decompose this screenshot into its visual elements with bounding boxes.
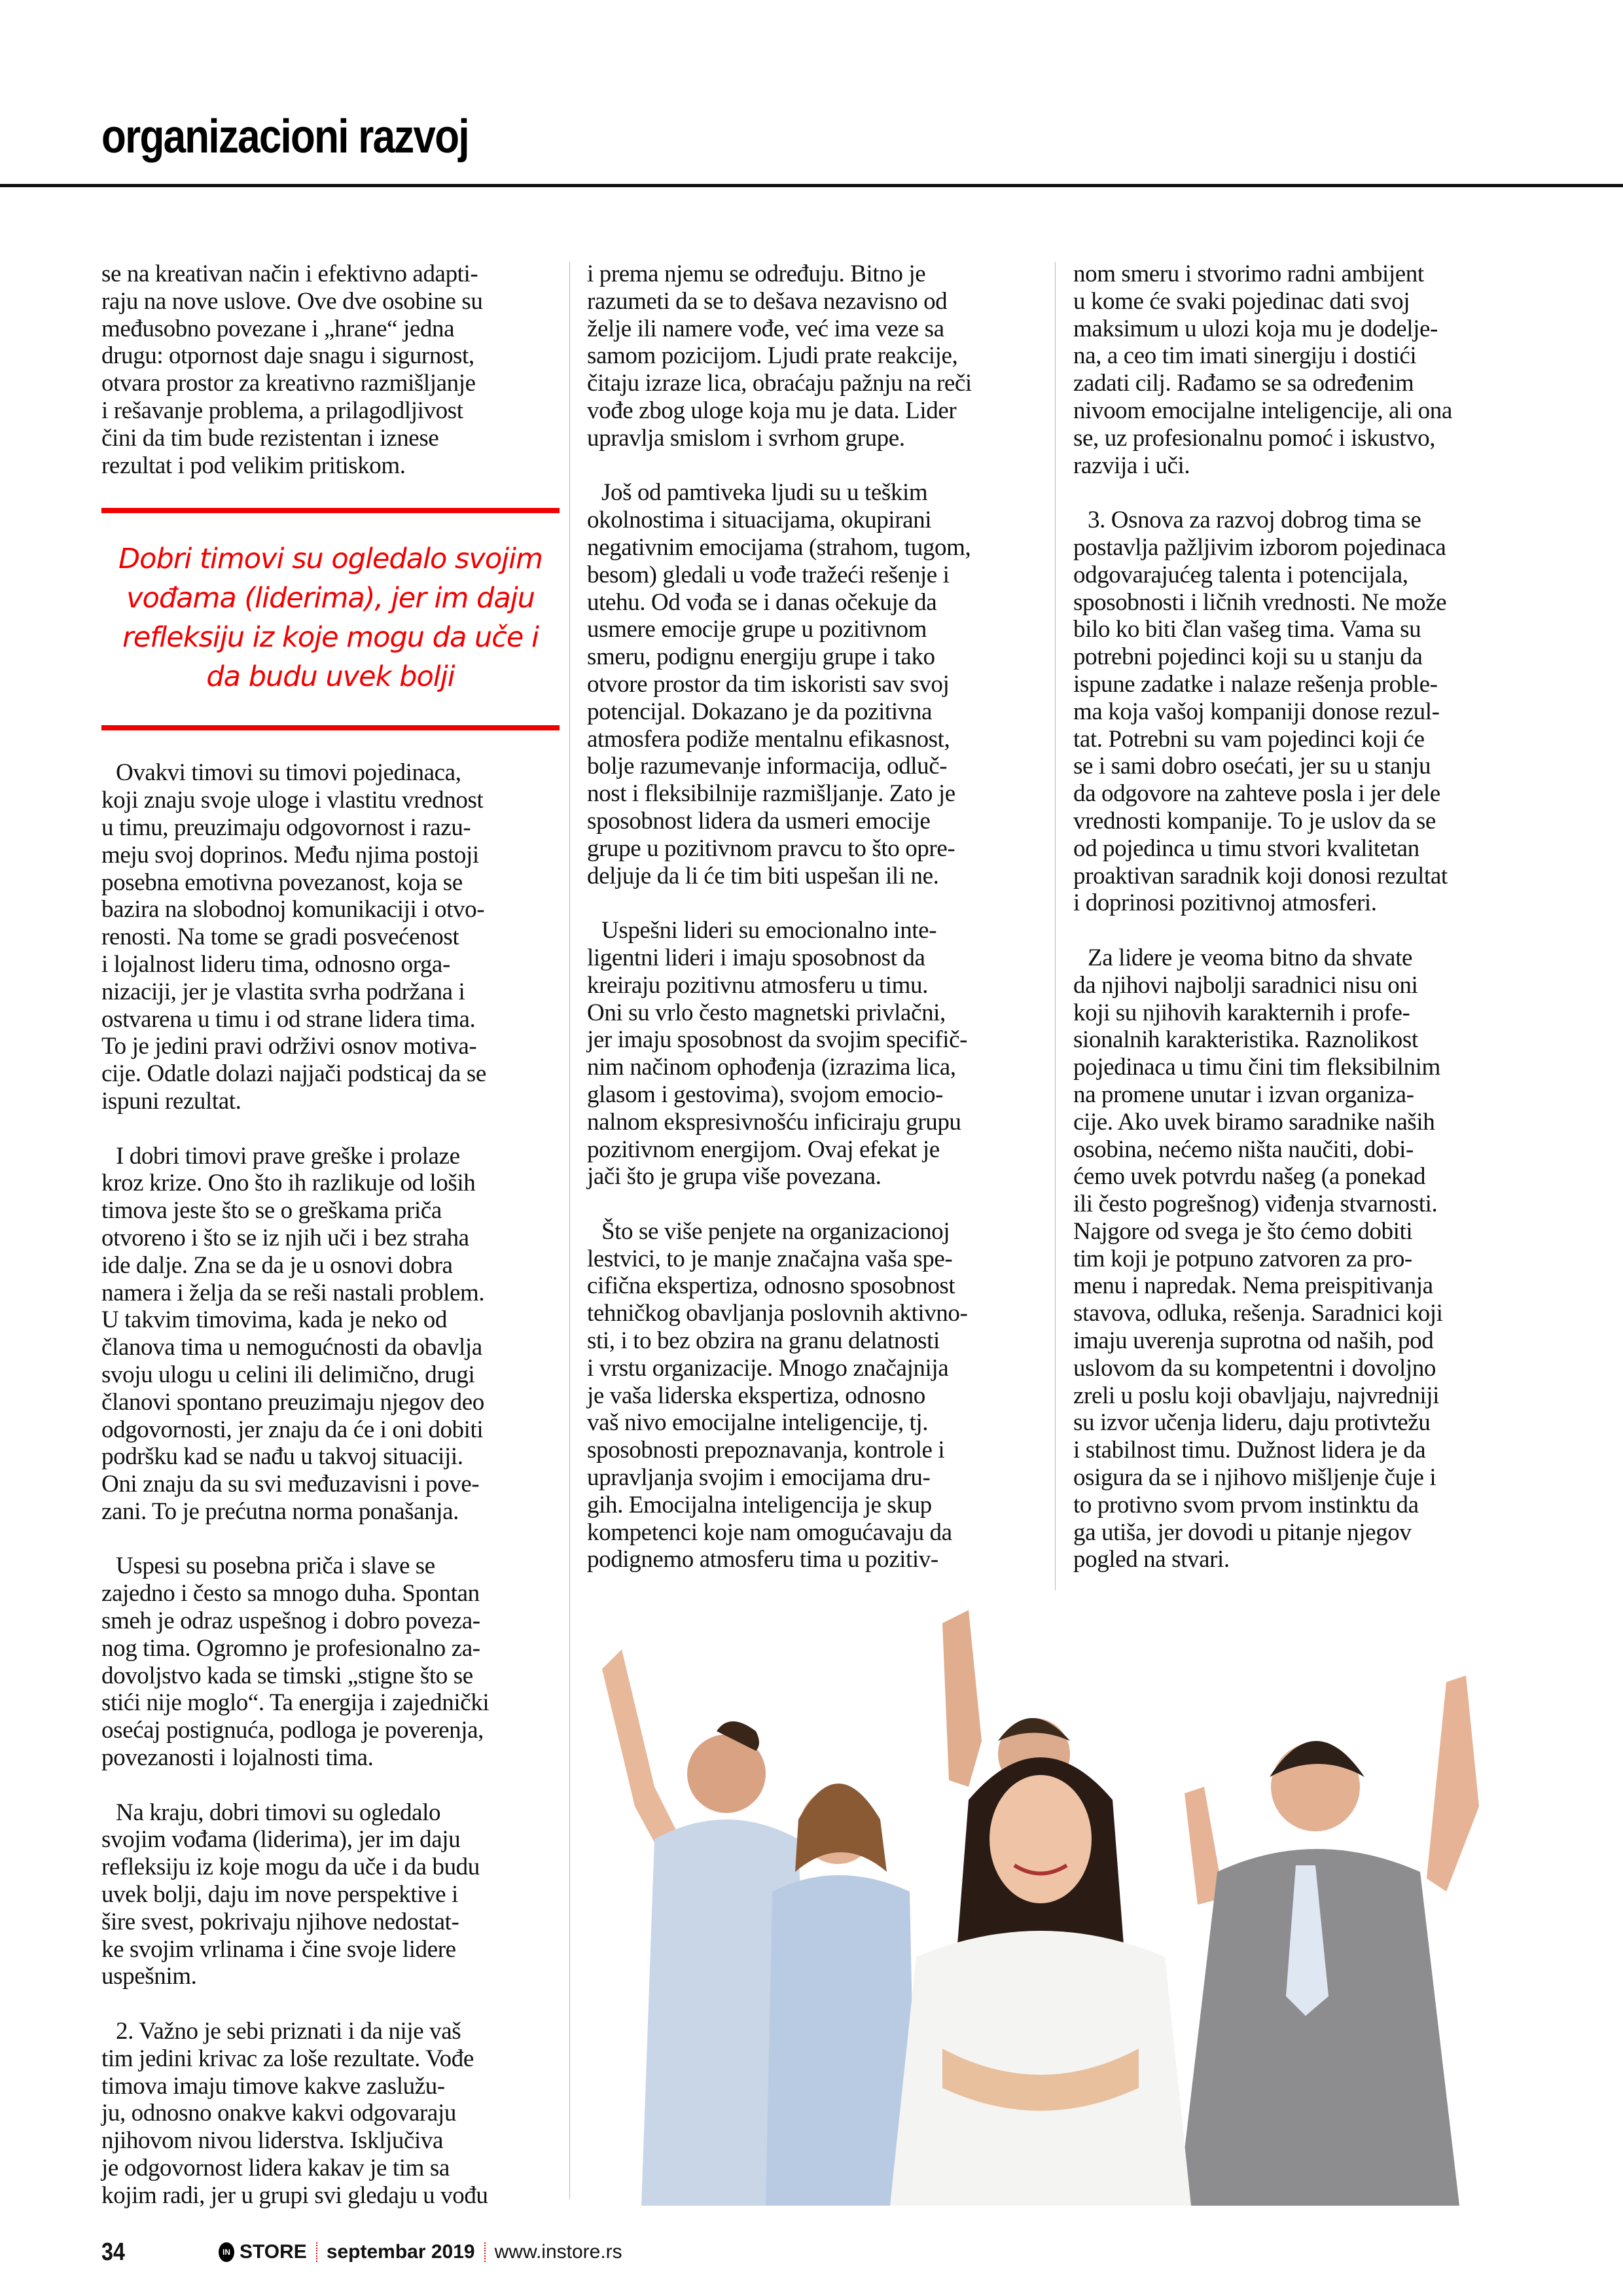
text-line: gih. Emocijalna inteligencija je skup: [587, 1491, 932, 1518]
text-line: ligentni lideri i imaju sposobnost da: [587, 944, 925, 971]
text-line: članovi spontano preuzimaju njegov deo: [101, 1388, 484, 1416]
text-line: ma koja vašoj kompaniji donose rezul-: [1073, 698, 1440, 725]
article-column-2: [587, 260, 1045, 1601]
text-line: timova imaju timove kakve zaslužu-: [101, 2072, 445, 2100]
text-line: potencijal. Dokazano je da pozitivna: [587, 698, 933, 725]
text-line: sionalnih karakteristika. Raznolikost: [1073, 1026, 1418, 1054]
text-line: povezanosti i lojalnosti tima.: [101, 1744, 374, 1772]
text-line: osobina, nećemo ništa naučiti, dobi-: [1073, 1136, 1414, 1163]
text-line: vrednosti kompanije. To je uslov da se: [1073, 807, 1436, 834]
magazine-name: STORE: [240, 2241, 307, 2263]
text-line: Oni znaju da su svi međuzavisni i pove-: [101, 1471, 480, 1498]
text-line: samom pozicijom. Ljudi prate reakcije,: [587, 342, 958, 370]
text-line: ispuni rezultat.: [101, 1087, 241, 1115]
column-1-intro: [101, 260, 560, 479]
text-line: Na kraju, dobri timovi su ogledalo: [116, 1799, 441, 1826]
text-line: podignemo atmosferu tima u pozitiv-: [587, 1546, 938, 1573]
text-line: namera i želja da se reši nastali problem.: [101, 1279, 485, 1306]
paragraph: [101, 2018, 560, 2210]
text-line: na, a ceo tim imati sinergiju i dostići: [1073, 342, 1417, 370]
text-line: stavova, odluka, rešenja. Saradnici koji: [1073, 1300, 1443, 1327]
text-line: je vaša liderska ekspertiza, odnosno: [587, 1382, 925, 1409]
text-line: zadati cilj. Rađamo se sa određenim: [1073, 370, 1414, 397]
column-2-body: [587, 260, 1045, 1573]
text-line: upravlja smislom i svrhom grupe.: [587, 424, 905, 452]
website-link[interactable]: www.instore.rs: [494, 2241, 622, 2263]
text-line: negativnim emocijama (strahom, tugom,: [587, 533, 971, 561]
text-line: Najgore od svega je što ćemo dobiti: [1073, 1217, 1413, 1245]
text-line: se na kreativan način i efektivno adapti-: [101, 260, 478, 287]
text-line: osigura da se i njihovo mišljenje čuje i: [1073, 1464, 1436, 1492]
text-line: njihovom nivou liderstva. Isključiva: [101, 2127, 444, 2155]
text-line: uspešnim.: [101, 1963, 197, 1990]
text-line: ili često pogrešnog) viđenja stvarnosti.: [1073, 1191, 1438, 1218]
text-line: čitaju izraze lica, obraćaju pažnju na reči: [587, 370, 972, 397]
text-line: Uspešni lideri su emocionalno inte-: [601, 917, 937, 944]
quote-line: da budu uvek bolji: [206, 660, 455, 694]
text-line: želje ili namere vođe, već ima veze sa: [587, 315, 944, 342]
text-line: zreli u poslu koji obavljaju, najvredniji: [1073, 1382, 1440, 1409]
text-line: od pojedinca u timu stvori kvalitetan: [1073, 834, 1419, 862]
text-line: jači što je grupa više povezana.: [587, 1163, 882, 1191]
text-line: se i sami dobro osećati, jer su u stanju: [1073, 753, 1431, 780]
text-line: utehu. Od vođa se i danas očekuje da: [587, 588, 937, 616]
text-line: jer imaju sposobnost da svojim specifič-: [587, 1026, 968, 1054]
text-line: 2. Važno je sebi priznati i da nije vaš: [116, 2018, 461, 2045]
text-line: na promene unutar i izvan organiza-: [1073, 1081, 1414, 1108]
paragraph: [101, 1552, 560, 1771]
text-line: sposobnost lidera da usmeri emocije: [587, 807, 931, 834]
header-rule: [0, 184, 1623, 187]
text-line: bolje razumevanje informacija, odluč-: [587, 753, 948, 780]
text-line: timova jeste što se o greškama priča: [101, 1197, 442, 1225]
text-line: vođe zbog uloge koja mu je data. Lider: [587, 397, 957, 424]
footer-separator: [316, 2242, 317, 2262]
text-line: glasom i gestovima), svojom emocio-: [587, 1081, 943, 1108]
text-line: bilo ko biti član vašeg tima. Vama su: [1073, 616, 1421, 643]
text-line: posebna emotivna povezanost, koja se: [101, 869, 463, 896]
quote-line: refleksiju iz koje mogu da uče i: [122, 621, 539, 655]
text-line: sti, i to bez obzira na granu delatnosti: [587, 1327, 940, 1355]
text-line: cije. Odatle dolazi najjači podsticaj da se: [101, 1060, 486, 1088]
text-line: smeh je odraz uspešnog i dobro poveza-: [101, 1607, 480, 1635]
text-line: i vrstu organizacije. Mnogo značajnija: [587, 1354, 949, 1382]
text-line: Za lidere je veoma bitno da shvate: [1088, 944, 1412, 971]
text-line: grupe u pozitivnom pravcu to što opre-: [587, 834, 955, 862]
text-line: meju svoj doprinos. Među njima postoji: [101, 841, 479, 869]
paragraph: [1073, 944, 1531, 1573]
text-line: otvore prostor da tim iskoristi sav svoj: [587, 670, 950, 698]
text-line: kojim radi, jer u grupi svi gledaju u vođu: [101, 2181, 488, 2209]
text-line: čini da tim bude rezistentan i iznese: [101, 424, 439, 452]
text-line: atmosfera podiže mentalnu efikasnost,: [587, 725, 950, 753]
text-line: pojedinaca u timu čini tim fleksibilnim: [1073, 1054, 1440, 1081]
in-logo-icon: IN: [219, 2242, 234, 2262]
text-line: 3. Osnova za razvoj dobrog tima se: [1088, 507, 1421, 534]
text-line: nizaciji, jer je vlastita svrha podržana i: [101, 978, 465, 1005]
column-divider: [569, 262, 570, 2199]
quote-line: vođama (liderima), jer im daju: [126, 582, 535, 615]
text-line: ispune zadatke i nalaze rešenja proble-: [1073, 670, 1438, 698]
text-line: kreiraju pozitivnu atmosferu u timu.: [587, 971, 928, 999]
text-line: besom) gledali u vođe tražeći rešenje i: [587, 561, 950, 588]
text-line: Oni su vrlo često magnetski privlačni,: [587, 999, 946, 1026]
text-line: ostvarena u timu i od strane lidera tima.: [101, 1005, 476, 1033]
quote-line: Dobri timovi su ogledalo svojim: [118, 543, 543, 576]
text-line: odgovornosti, jer znaju da će i oni dobiti: [101, 1416, 484, 1443]
text-line: nom smeru i stvorimo radni ambijent: [1073, 260, 1424, 287]
text-line: nalnom ekspresivnošću inficiraju grupu: [587, 1108, 961, 1136]
text-line: usmere emocije grupe u pozitivnom: [587, 616, 927, 643]
text-line: Uspesi su posebna priča i slave se: [116, 1552, 435, 1580]
column-3-body: [1073, 260, 1531, 1573]
section-title: organizacioni razvoj: [101, 111, 469, 163]
text-line: tehničkog obavljanja poslovnih aktivno-: [587, 1300, 968, 1327]
paragraph: [1073, 260, 1531, 479]
text-line: u timu, preuzimaju odgovornost i razu-: [101, 814, 471, 841]
text-line: se, uz profesionalnu pomoć i iskustvo,: [1073, 424, 1436, 452]
text-line: rezultat i pod velikim pritiskom.: [101, 452, 406, 479]
text-line: osećaj postignuća, podloga je poverenja,: [101, 1717, 484, 1744]
text-line: šire svest, pokrivaju njihove nedostat-: [101, 1908, 459, 1935]
text-line: nivoom emocijalne inteligencije, ali ona: [1073, 397, 1452, 424]
text-line: i stabilnost timu. Dužnost lidera je da: [1073, 1437, 1426, 1464]
text-line: članova tima u nemogućnosti da obavlja: [101, 1334, 482, 1361]
text-line: i prema njemu se određuju. Bitno je: [587, 260, 926, 287]
paragraph: [1073, 507, 1531, 917]
text-line: to protivno svom prvom instinktu da: [1073, 1491, 1419, 1518]
text-line: uslovom da su kompetentni i dovoljno: [1073, 1354, 1436, 1382]
text-line: ide dalje. Zna se da je u osnovi dobra: [101, 1251, 453, 1279]
text-line: i lojalnost lideru tima, odnosno orga-: [101, 950, 450, 978]
text-line: bazira na slobodnoj komunikaciji i otvo-: [101, 896, 485, 924]
text-line: lestvici, to je manje značajna vaša spe-: [587, 1245, 953, 1272]
text-line: tat. Potrebni su vam pojedinci koji će: [1073, 725, 1425, 753]
text-line: Ovakvi timovi su timovi pojedinaca,: [116, 759, 461, 787]
text-line: međusobno povezane i „hrane“ jedna: [101, 315, 455, 342]
text-line: nim načinom ophođenja (izrazima lica,: [587, 1054, 956, 1081]
text-line: drugu: otpornost daje snagu i sigurnost,: [101, 342, 474, 370]
paragraph: [101, 260, 560, 479]
text-line: raju na nove uslove. Ove dve osobine su: [101, 287, 483, 315]
text-line: zajedno i često sa mnogo duha. Spontan: [101, 1580, 480, 1607]
text-line: zani. To je prećutna norma ponašanja.: [101, 1498, 459, 1525]
text-line: renosti. Na tome se gradi posvećenost: [101, 924, 459, 951]
text-line: ga utiša, jer dovodi u pitanje njegov: [1073, 1518, 1412, 1546]
text-line: su izvor učenja lideru, daju protivtežu: [1073, 1409, 1431, 1437]
text-line: ju, odnosno onakve kakvi odgovaraju: [101, 2100, 456, 2127]
text-line: potrebni pojedinci koji su u stanju da: [1073, 643, 1423, 671]
text-line: nost i fleksibilnije razmišljanje. Zato je: [587, 780, 955, 808]
text-line: stići nije moglo“. Ta energija i zajednički: [101, 1689, 490, 1717]
magazine-info: [219, 2241, 622, 2263]
paragraph: [587, 1218, 1045, 1573]
text-line: imaju uverenja suprotna od naših, pod: [1073, 1327, 1434, 1355]
text-line: nog tima. Ogromno je profesionalno za-: [101, 1634, 480, 1662]
text-line: upravljanja svojim i emocijama dru-: [587, 1464, 931, 1492]
text-line: svoju ulogu u celini ili delimično, drugi: [101, 1361, 475, 1388]
text-line: okolnostima i situacijama, okupirani: [587, 507, 932, 534]
text-line: To je jedini pravi održivi osnov motiva-: [101, 1033, 477, 1060]
text-line: da odgovore na zahteve posla i jer dele: [1073, 780, 1440, 808]
text-line: sposobnosti i ličnih vrednosti. Ne može: [1073, 588, 1447, 616]
text-line: tim koji je potpuno zatvoren za pro-: [1073, 1245, 1412, 1272]
text-line: u kome će svaki pojedinac dati svoj: [1073, 287, 1410, 315]
paragraph: [587, 917, 1045, 1191]
text-line: sposobnosti prepoznavanja, kontrole i: [587, 1437, 945, 1464]
text-line: Što se više penjete na organizacionoj: [601, 1217, 950, 1245]
issue-date: septembar 2019: [326, 2241, 475, 2263]
text-line: maksimum u ulozi koja mu je dodelje-: [1073, 315, 1438, 342]
pull-quote: [101, 508, 560, 730]
text-line: U takvim timovima, kada je neko od: [101, 1306, 447, 1334]
text-line: otvoreno i što se iz njih uči i bez straha: [101, 1224, 469, 1251]
footer-separator: [484, 2242, 486, 2262]
page-footer: [0, 2238, 1623, 2271]
text-line: odgovarajućeg talenta i potencijala,: [1073, 561, 1408, 588]
text-line: i rešavanje problema, a prilagodljivost: [101, 397, 463, 424]
text-line: razvija i uči.: [1073, 452, 1190, 479]
pull-quote-rule-bottom: [101, 725, 560, 730]
text-line: je odgovornost lidera kakav je tim sa: [101, 2155, 450, 2182]
text-line: razumeti da se to dešava nezavisno od: [587, 287, 948, 315]
text-line: menu i napredak. Nema preispitivanja: [1073, 1272, 1433, 1300]
paragraph: [587, 479, 1045, 889]
text-line: uvek bolji, daju im nove perspektive i: [101, 1881, 458, 1909]
text-line: ke svojim vrlinama i čine svoje lidere: [101, 1935, 456, 1963]
text-line: pozitivnom energijom. Ovaj efekat je: [587, 1136, 940, 1163]
text-line: postavlja pažljivim izborom pojedinaca: [1073, 533, 1446, 561]
paragraph: [101, 759, 560, 1115]
text-line: dovoljstvo kada se timski „stigne što se: [101, 1662, 473, 1689]
paragraph: [587, 260, 1045, 452]
text-line: kompetenci koje nam omogućavaju da: [587, 1518, 952, 1546]
paragraph: [101, 1799, 560, 1991]
article-column-1: [101, 260, 560, 2236]
text-line: koji znaju svoje uloge i vlastitu vrednost: [101, 787, 484, 814]
column-1-body: [101, 759, 560, 2209]
text-line: otvara prostor za kreativno razmišljanje: [101, 370, 476, 397]
text-line: cije. Ako uvek biramo saradnike naših: [1073, 1108, 1435, 1136]
text-line: da njihovi najbolji saradnici nisu oni: [1073, 971, 1418, 999]
text-line: podršku kad se nađu u takvoj situaciji.: [101, 1443, 463, 1471]
article-column-3: [1073, 260, 1531, 1601]
text-line: kroz krize. Ono što ih razlikuje od loših: [101, 1170, 476, 1197]
text-line: I dobri timovi prave greške i prolaze: [116, 1142, 460, 1170]
page-number: 34: [101, 2238, 125, 2266]
team-celebration-photo: [576, 1590, 1531, 2206]
pull-quote-text: [101, 513, 560, 725]
text-line: svojim vođama (liderima), jer im daju: [101, 1826, 461, 1854]
text-line: proaktivan saradnik koji donosi rezultat: [1073, 862, 1448, 889]
text-line: cifična ekspertiza, odnosno sposobnost: [587, 1272, 955, 1300]
paragraph: [101, 1143, 560, 1526]
text-line: koji su njihovih karakternih i profe-: [1073, 999, 1410, 1026]
text-line: i doprinosi pozitivnoj atmosferi.: [1073, 889, 1377, 917]
text-line: Još od pamtiveka ljudi su u teškim: [601, 479, 928, 507]
text-line: tim jedini krivac za loše rezultate. Vođe: [101, 2045, 474, 2072]
text-line: refleksiju iz koje mogu da uče i da budu: [101, 1854, 480, 1881]
text-line: smeru, podignu energiju grupe i tako: [587, 643, 935, 671]
text-line: deljuje da li će tim biti uspešan ili ne.: [587, 862, 939, 889]
text-line: ćemo uvek potvrdu našeg (a ponekad: [1073, 1163, 1426, 1191]
text-line: vaš nivo emocijalne inteligencije, tj.: [587, 1409, 929, 1437]
pull-quote-rule-top: [101, 508, 560, 513]
text-line: pogled na stvari.: [1073, 1546, 1230, 1573]
